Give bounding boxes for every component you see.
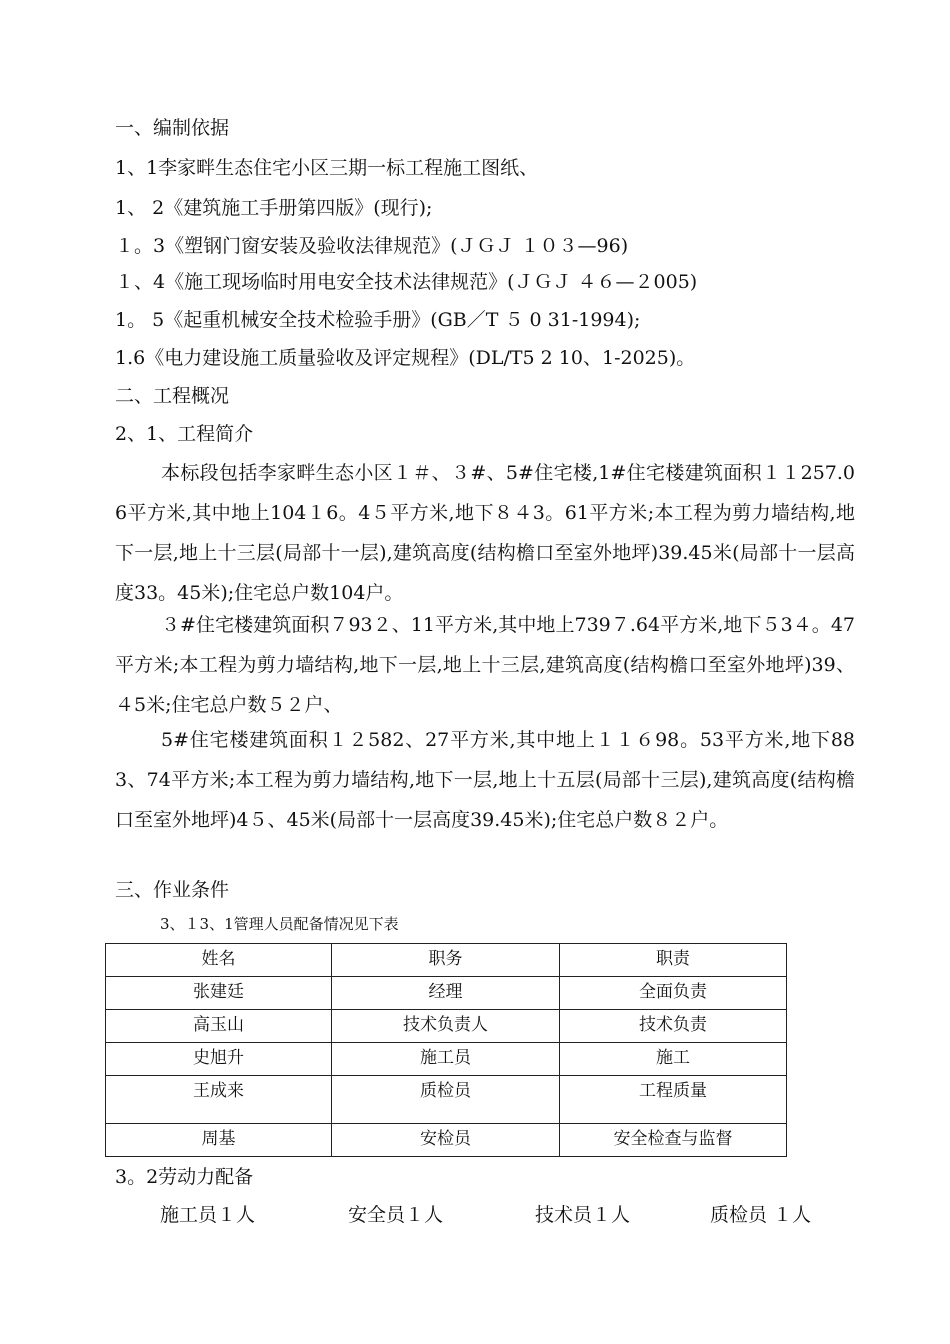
labor-item: 技术员１人: [535, 1204, 631, 1226]
reference-item: １、4《施工现场临时用电安全技术法律规范》(ＪＧＪ ４６—２005): [115, 271, 698, 293]
table-row: [106, 977, 787, 1010]
cell-name: 史旭升: [106, 1043, 332, 1076]
cell-duty: 施工: [560, 1043, 787, 1076]
table-header-row: [106, 944, 787, 977]
cell-duty: 工程质量: [560, 1076, 787, 1124]
labor-item: 质检员 １人: [710, 1204, 812, 1226]
table-row: [106, 1010, 787, 1043]
reference-item: １。3《塑钢门窗安装及验收法律规范》(ＪＧＪ １０３—96): [115, 235, 629, 257]
subsection-heading-intro: 2、1、工程简介: [115, 423, 254, 445]
overview-paragraph-1: 本标段包括李家畔生态小区１＃、３#、5#住宅楼,1#住宅楼建筑面积１１257.06平方米,其中地上104１6。4５平方米,地下８４3。61平方米;本工程为剪力墙结构,地下一层,地上十三层(局部十一层),建筑高度(结构檐口至室外地坪)39.45米(局部十一层高度33。45米);住宅总户数104户。: [115, 462, 855, 604]
reference-item: 1。 5《起重机械安全技术检验手册》(GB／T ５ 0 31-1994);: [115, 309, 641, 331]
header-name: 姓名: [106, 944, 332, 977]
table-row: [106, 1043, 787, 1076]
cell-duty: 全面负责: [560, 977, 787, 1010]
section-heading-overview: 二、工程概况: [115, 385, 230, 407]
reference-item: 1、 2《建筑施工手册第四版》(现行);: [115, 197, 433, 219]
cell-name: 高玉山: [106, 1010, 332, 1043]
cell-position: 技术负责人: [332, 1010, 560, 1043]
overview-paragraph-5: 5#住宅楼建筑面积１２582、27平方米,其中地上１１６98。53平方米,地下883、74平方米;本工程为剪力墙结构,地下一层,地上十五层(局部十三层),建筑高度(结构檐口至室外地坪)4５、45米(局部十一层高度39.45米);住宅总户数８２户。: [115, 729, 855, 831]
cell-position: 质检员: [332, 1076, 560, 1124]
staff-table: [105, 943, 787, 1157]
table-row: [106, 1076, 787, 1124]
cell-position: 经理: [332, 977, 560, 1010]
cell-position: 安检员: [332, 1124, 560, 1157]
subsection-heading-labor: 3。2劳动力配备: [115, 1166, 254, 1188]
header-position: 职务: [332, 944, 560, 977]
section-heading-conditions: 三、作业条件: [115, 879, 230, 901]
table-caption: 3、１3、1管理人员配备情况见下表: [160, 915, 399, 933]
cell-name: 张建廷: [106, 977, 332, 1010]
overview-paragraph-3: ３#住宅楼建筑面积７93２、11平方米,其中地上739７.64平方米,地下５3４。47平方米;本工程为剪力墙结构,地下一层,地上十三层,建筑高度(结构檐口至室外地坪)39、４5米;住宅总户数５２户、: [115, 614, 855, 716]
labor-item: 施工员１人: [160, 1204, 256, 1226]
reference-item: 1、1李家畔生态住宅小区三期一标工程施工图纸、: [115, 157, 539, 179]
cell-name: 周基: [106, 1124, 332, 1157]
header-duty: 职责: [560, 944, 787, 977]
reference-item: 1.6《电力建设施工质量验收及评定规程》(DL/T5 2 10、1-2025)。: [115, 347, 696, 369]
cell-name: 王成来: [106, 1076, 332, 1124]
section-heading-basis: 一、编制依据: [115, 117, 230, 139]
labor-item: 安全员１人: [348, 1204, 444, 1226]
table-row: [106, 1124, 787, 1157]
cell-duty: 安全检查与监督: [560, 1124, 787, 1157]
cell-duty: 技术负责: [560, 1010, 787, 1043]
cell-position: 施工员: [332, 1043, 560, 1076]
